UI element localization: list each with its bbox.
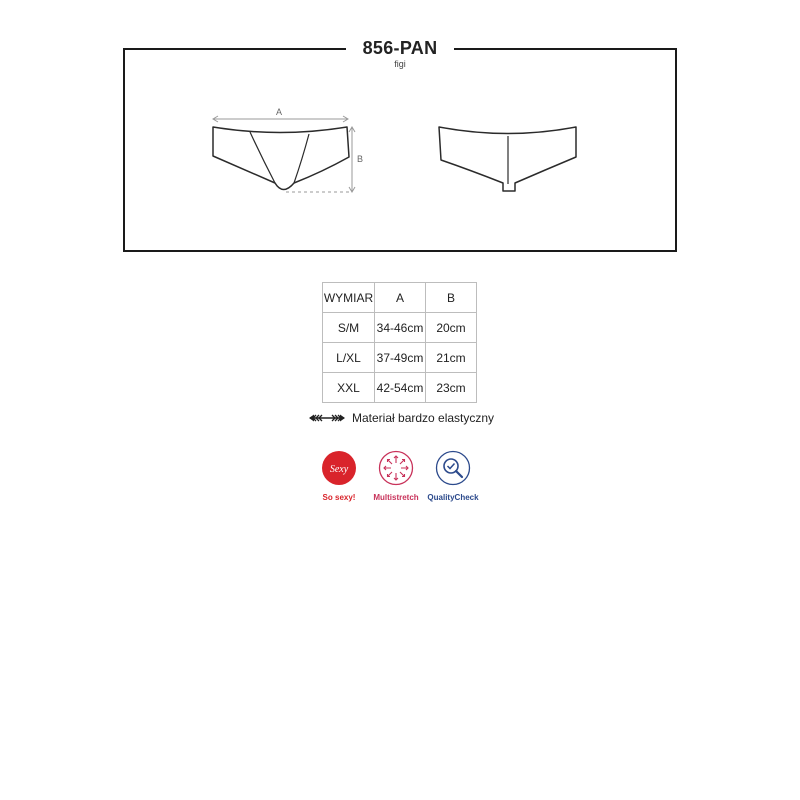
badge-label: QualityCheck [427,493,479,502]
front-inner-left [250,132,275,183]
table-row [323,343,477,373]
model-title: 856-PAN [362,38,438,58]
front-inner-right [294,134,309,183]
table-cell: S/M [323,313,375,343]
model-subtitle: figi [394,59,406,69]
table-cell: L/XL [323,343,375,373]
table-header-row [323,283,477,313]
multistretch-icon [378,450,414,486]
material-text: Materiał bardzo elastyczny [352,411,495,425]
sexy-icon [321,450,357,486]
stretch-arrows-icon [308,413,346,423]
garment-drawing [0,0,800,260]
dimension-a-label: A [275,107,283,117]
quality-check-icon [435,450,471,486]
table-cell: 20cm [426,313,477,343]
table-cell: 37-49cm [375,343,426,373]
table-row [323,373,477,403]
table-header-cell: WYMIAR [323,283,375,313]
badge-label: So sexy! [322,493,356,502]
table-cell: XXL [323,373,375,403]
table-cell: 21cm [426,343,477,373]
front-outline [213,127,349,190]
table-row [323,313,477,343]
dimension-b-label: B [357,154,364,164]
table-cell: 42-54cm [375,373,426,403]
front-view [213,127,349,190]
material-note [308,410,494,426]
back-view [439,127,576,191]
size-table [322,282,477,403]
badge-quality-check [418,450,488,502]
sexy-icon-text: Sexy [329,464,349,475]
table-cell: 23cm [426,373,477,403]
table-cell: 34-46cm [375,313,426,343]
badge-label: Multistretch [373,493,419,502]
table-header-cell: B [426,283,477,313]
table-header-cell: A [375,283,426,313]
